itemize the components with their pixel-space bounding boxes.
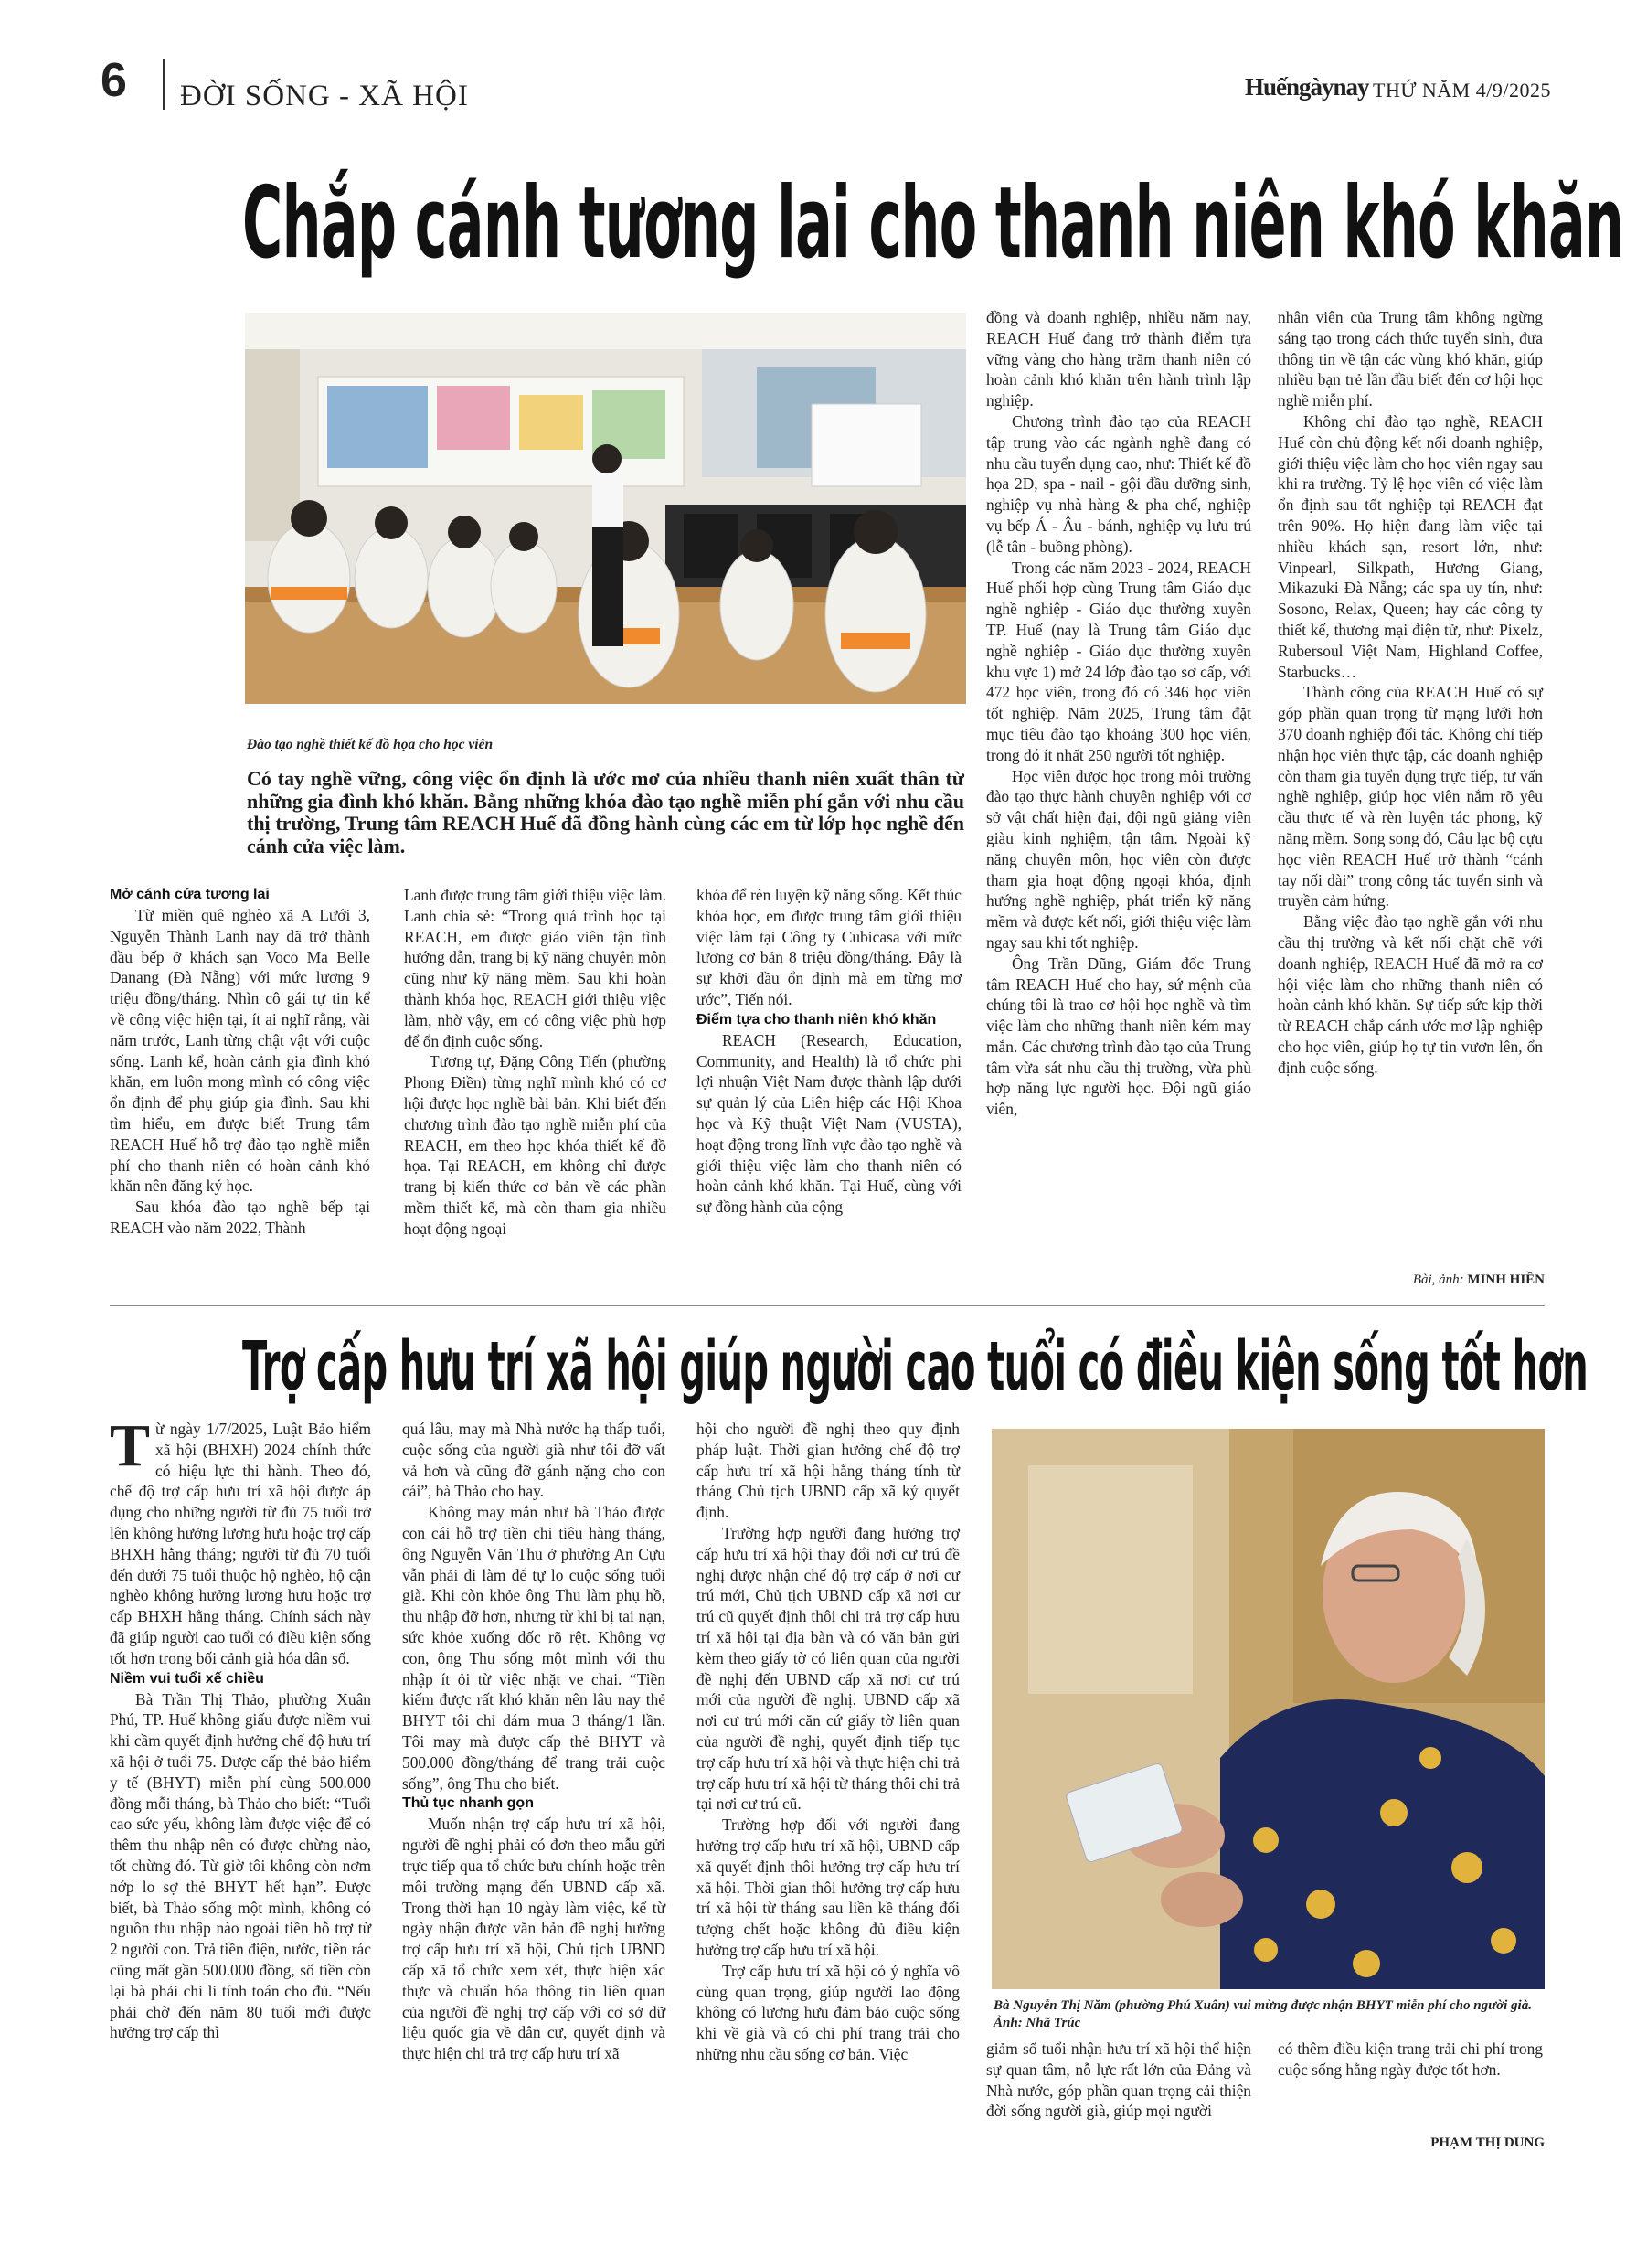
header-divider bbox=[163, 59, 165, 110]
article2-col3-para-4: Trợ cấp hưu trí xã hội có ý nghĩa vô cùng quan trọng, giúp người lao động không có lương hưu đảm bảo cuộc sống khi về già và có chi phí trang trải cho những nhu cầu sống cơ bản. Việc bbox=[696, 1961, 960, 2063]
article2-col1-para-1: ừ ngày 1/7/2025, Luật Bảo hiểm xã hội (BHXH) 2024 chính thức có hiệu lực thi hành. Theo đó, chế độ trợ cấp hưu trí xã hội được áp dụng cho những người từ đủ 75 tuổi trở lên không hưởng lương hưu hoặc trợ cấp BHXH hằng tháng; người từ đủ 70 tuổi đến dưới 75 tuổi thuộc hộ nghèo, hộ cận nghèo không hưởng lương hưu hoặc trợ cấp BHXH hằng tháng. Chính sách này đã giúp người cao tuổi có điều kiện sống tốt hơn trong bối cảnh già hóa dân số. bbox=[110, 1420, 371, 1667]
article1-col4-para-4: Học viên được học trong môi trường đào tạo thực hành chuyên nghiệp với cơ sở vật chất hiện đại, đội ngũ giảng viên giàu kinh nghiệm, tận tâm. Ngoài kỹ năng chuyên môn, học viên còn được tham gia hoạt động ngoại khóa, định hướng nghề nghiệp, phát triển kỹ năng mềm và được kết nối, giới thiệu việc làm ngay sau khi tốt nghiệp. bbox=[986, 766, 1251, 952]
article1-col3-para-2: REACH (Research, Education, Community, and Health) là tổ chức phi lợi nhuận Việt Nam được thành lập dưới sự quản lý của Liên hiệp các Hội Khoa học và Kỹ thuật Việt Nam (VUSTA), hoạt động trong lĩnh vực đào tạo nghề và giới thiệu việc làm cho thanh niên có hoàn cảnh khó khăn. Tại Huế, cùng với sự đồng hành của cộng bbox=[696, 1030, 962, 1217]
article2-byline: PHẠM THỊ DUNG bbox=[1430, 2135, 1545, 2150]
article1-col2-para-2: Tương tự, Đặng Công Tiến (phường Phong Điền) từng nghĩ mình khó có cơ hội được học nghề bài bản. Khi biết đến chương trình đào tạo nghề miễn phí của REACH, em theo học khóa thiết kế đồ họa. Tại REACH, em không chỉ được trang bị kiến thức cơ bản về các phần mềm thiết kế, mà còn tham gia nhiều hoạt động ngoại bbox=[404, 1052, 666, 1238]
article1-col5-para-2: Không chỉ đào tạo nghề, REACH Huế còn chủ động kết nối doanh nghiệp, giới thiệu việc làm cho học viên ngay sau khi ra trường. Tỷ lệ học viên có việc làm ổn định sau tốt nghiệp tại REACH đạt trên 90%. Họ hiện đang làm việc tại nhiều khách sạn, resort lớn, như: Vinpearl, Silkpath, Hương Giang, Mikazuki Đà Nẵng; các spa uy tín, như: Sosono, Relax, Queen; hay các công ty thiết kế, thương mại điện tử, như: Pixelz, Rubersoul Việt Nam, Highland Coffee, Starbucks… bbox=[1278, 411, 1543, 681]
article1-col5-para-3: Thành công của REACH Huế có sự góp phần quan trọng từ mạng lưới hơn 370 doanh nghiệp đối tác. Không chỉ tiếp nhận học viên thực tập, các doanh nghiệp còn tham gia tuyển dụng trực tiếp, tư vấn nghề nghiệp, giúp học viên nắm rõ yêu cầu thực tế và rèn luyện tác phong, kỹ năng mềm. Song song đó, Câu lạc bộ cựu học viên REACH Huế trở thành “cánh tay nối dài” trong công tác tuyển sinh và truyền cảm hứng. bbox=[1278, 683, 1543, 910]
article1-col4-para-5: Ông Trần Dũng, Giám đốc Trung tâm REACH Huế cho hay, sứ mệnh của chúng tôi là trao cơ hội học nghề và tìm việc làm cho những thanh niên kém may mắn. Các chương trình đào tạo của Trung tâm vừa sát nhu cầu thị trường, vừa phù hợp năng lực người học. Đội ngũ giáo viên, bbox=[986, 953, 1251, 1119]
article1-col4-para-1: đồng và doanh nghiệp, nhiều năm nay, REACH Huế đang trở thành điểm tựa vững vàng cho hàng trăm thanh niên có hoàn cảnh khó khăn trên hành trình lập nghiệp. bbox=[986, 308, 1251, 410]
article1-column-5 bbox=[1278, 307, 1543, 1078]
article1-subheading-1: Mở cánh cửa tương lai bbox=[110, 887, 270, 902]
article1-subheading-2: Điểm tựa cho thanh niên khó khăn bbox=[696, 1011, 937, 1028]
article1-col4-para-2: Chương trình đào tạo của REACH tập trung vào các ngành nghề đang có nhu cầu tuyển dụng cao, như: Thiết kế đồ họa 2D, spa - nail - gội đầu dưỡng sinh, nghiệp vụ nhà hàng & pha chế, nghiệp vụ bếp Á - Âu - bánh, nghiệp vụ lưu trú (lễ tân - buồng phòng). bbox=[986, 411, 1251, 556]
article2-lead-para bbox=[110, 1412, 371, 1669]
article1-byline bbox=[1278, 1272, 1545, 1288]
article2-col3-para-2: Trường hợp người đang hưởng trợ cấp hưu trí xã hội thay đổi nơi cư trú đề nghị được nhận chế độ trợ cấp ở nơi cư trú mới, Chủ tịch UBND cấp xã nơi cư trú cũ quyết định thôi chi trả trợ cấp hưu trí xã hội tại địa bàn và có văn bản gửi kèm theo giấy tờ có liên quan của người đề nghị đến UBND cấp xã nơi cư trú mới của người đề nghị. UBND cấp xã nơi cư trú mới căn cứ giấy tờ liên quan của người đề nghị, quyết định tiếp tục trợ cấp hưu trí xã hội và thực hiện chi trả trợ cấp hưu trí xã hội từ tháng thôi chi trả tại nơi cư trú cũ. bbox=[696, 1523, 960, 1814]
issue-date: THỨ NĂM 4/9/2025 bbox=[1373, 79, 1551, 101]
article-divider bbox=[110, 1305, 1545, 1306]
article1-col5-para-4: Bằng việc đào tạo nghề gắn với nhu cầu thị trường và kết nối chặt chẽ với doanh nghiệp, REACH Huế đã mở ra cơ hội việc làm cho những thanh niên có hoàn cảnh khó khăn. Sự tiếp sức kịp thời từ REACH chắp cánh ước mơ lập nghiệp cho học viên, giúp họ tự tin vươn lên, ổn định cuộc sống. bbox=[1278, 912, 1543, 1077]
article1-column-1 bbox=[110, 885, 370, 1239]
article1-col4-para-3: Trong các năm 2023 - 2024, REACH Huế phối hợp cùng Trung tâm Giáo dục nghề nghiệp - Giáo dục thường xuyên TP. Huế (nay là Trung tâm Giáo dục nghề nghiệp - Giáo dục thường xuyên khu vực 1) mở 24 lớp đào tạo sơ cấp, với 472 học viên, trong đó có 346 học viên tốt nghiệp. Năm 2025, Trung tâm đặt mục tiêu đào tạo khoảng 300 học viên, trong đó ít nhất 250 người tốt nghiệp. bbox=[986, 558, 1251, 764]
article2-col2-para-1: quá lâu, may mà Nhà nước hạ thấp tuổi, cuộc sống của người già như tôi đỡ vất vả hơn và cũng đỡ gánh nặng cho con cái”, bà Thảo cho hay. bbox=[402, 1420, 665, 1501]
article2-col2-para-2: Không may mắn như bà Thảo được con cái hỗ trợ tiền chi tiêu hàng tháng, ông Nguyễn Văn Thu ở phường An Cựu vẫn phải đi làm để tự lo cuộc sống tuổi già. Khi còn khỏe ông Thu làm phụ hồ, thu nhập đỡ hơn, nhưng từ khi bị tai nạn, sức khỏe xuống dốc rõ rệt. Không vợ con, ông Thu sống một mình với thu nhập ít ỏi từ việc nhặt ve chai. “Tiền kiếm được rất khó khăn nên lâu nay thẻ BHYT tôi chỉ dám mua 3 tháng/1 lần. Tôi may mà được cấp thẻ BHYT và 500.000 đồng/tháng để trang trải cuộc sống”, ông Thu cho biết. bbox=[402, 1503, 665, 1793]
article1-photo bbox=[245, 313, 966, 704]
article1-col2-para-1: Lanh được trung tâm giới thiệu việc làm. Lanh chia sẻ: “Trong quá trình học tại REACH, em được giáo viên tận tình hướng dẫn, trang bị kỹ năng chuyên môn cũng như kỹ năng mềm. Sau khi hoàn thành khóa học, REACH giới thiệu việc làm, nhờ vậy, em có công việc phù hợp để ổn định cuộc sống. bbox=[404, 886, 666, 1050]
article2-headline: Trợ cấp hưu trí xã hội giúp người cao tuổi có điều kiện sống tốt hơn bbox=[242, 1327, 1589, 1406]
article1-col5-para-1: nhân viên của Trung tâm không ngừng sáng tạo trong cách thức tuyển sinh, đưa thông tin về tận các vùng khó khăn, giúp nhiều bạn trẻ lần đầu biết đến cơ hội học nghề miễn phí. bbox=[1278, 308, 1543, 410]
article1-photo-caption: Đào tạo nghề thiết kế đồ họa cho học viên bbox=[247, 737, 494, 752]
section-title: ĐỜI SỐNG - XÃ HỘI bbox=[180, 80, 469, 112]
article1-column-4 bbox=[986, 307, 1251, 1120]
article2-col5-para-1: có thêm điều kiện trang trải chi phí trong cuộc sống hằng ngày được tốt hơn. bbox=[1278, 2039, 1543, 2079]
page-number: 6 bbox=[101, 54, 127, 107]
article1-column-3 bbox=[696, 885, 962, 1218]
article2-column-1 bbox=[110, 1412, 371, 2043]
classroom-photo-illustration bbox=[245, 313, 966, 704]
article2-col3-para-1: hội cho người đề nghị theo quy định pháp luật. Thời gian hưởng chế độ trợ cấp hưu trí xã hội hằng tháng tính từ tháng Chủ tịch UBND cấp xã ký quyết định. bbox=[696, 1420, 960, 1522]
article2-col1-para-2: Bà Trần Thị Thảo, phường Xuân Phú, TP. Huế không giấu được niềm vui khi cầm quyết định hưởng chế độ hưu trí xã hội ở tuổi 75. Được cấp thẻ bảo hiểm y tế (BHYT) miễn phí cùng 500.000 đồng mỗi tháng, bà Thảo cho biết: “Tuổi cao sức yếu, không làm được việc để có thêm thu nhập nên có được chừng nào, tốt chừng đó. Từ giờ tôi không còn nơm nớp lo sợ thẻ BHYT hết hạn”. Được biết, bà Thảo sống một mình, không có nguồn thu nhập nào ngoài tiền hỗ trợ từ 2 người con. Trả tiền điện, nước, tiền rác cũng mất gần 500.000 đồng, số tiền còn lại bà phải chi li tính toán cho đủ. “Nếu phải chờ đến năm 80 tuổi mới được hưởng trợ cấp thì bbox=[110, 1689, 371, 2042]
paper-name-logo: Huếngàynay bbox=[1245, 73, 1369, 101]
article2-column-3 bbox=[696, 1419, 960, 2065]
article2-subheading-1: Niềm vui tuổi xế chiều bbox=[110, 1670, 264, 1687]
article2-column-4 bbox=[986, 2039, 1251, 2122]
article2-photo bbox=[992, 1429, 1545, 1989]
article2-col3-para-3: Trường hợp đối với người đang hưởng trợ cấp hưu trí xã hội, UBND cấp xã quyết định thôi hưởng trợ cấp hưu trí xã hội. Thời gian thôi hưởng trợ cấp hưu trí xã hội từ tháng sau liền kề tháng đối tượng chết hoặc không đủ điều kiện hưởng trợ cấp hưu trí xã hội. bbox=[696, 1815, 960, 1959]
article2-dropcap: T bbox=[110, 1412, 151, 1479]
article1-lead: Có tay nghề vững, công việc ổn định là ước mơ của nhiều thanh niên xuất thân từ những gia đình khó khăn. Bằng những khóa đào tạo nghề miễn phí gắn với nhu cầu thị trường, Trung tâm REACH Huế đã đồng hành cùng các em từ lớp học nghề đến cánh cửa việc làm. bbox=[247, 767, 964, 857]
article1-col1-para-2: Sau khóa đào tạo nghề bếp tại REACH vào năm 2022, Thành bbox=[110, 1198, 370, 1237]
article1-col3-para-1: khóa để rèn luyện kỹ năng sống. Kết thúc khóa học, em được trung tâm giới thiệu việc làm tại Công ty Cubicasa với mức lương cơ bản 8 triệu đồng/tháng. Đây là sự khởi đầu ổn định mà em từng mơ ước”, Tiến nói. bbox=[696, 886, 962, 1008]
article2-col4-para-1: giảm số tuổi nhận hưu trí xã hội thể hiện sự quan tâm, nỗ lực rất lớn của Đảng và Nhà nước, góp phần quan trọng cải thiện đời sống người già, giúp mọi người bbox=[986, 2039, 1251, 2121]
article1-byline-name: MINH HIỀN bbox=[1467, 1272, 1545, 1287]
article2-column-5 bbox=[1278, 2039, 1543, 2081]
page-header bbox=[0, 0, 1647, 128]
elderly-woman-photo-illustration bbox=[992, 1429, 1545, 1989]
article2-col2-para-3: Muốn nhận trợ cấp hưu trí xã hội, người đề nghị phải có đơn theo mẫu gửi trực tiếp qua tổ chức bưu chính hoặc trên môi trường mạng đến UBND cấp xã. Trong thời hạn 10 ngày làm việc, kể từ ngày nhận được văn bản đề nghị hưởng trợ cấp hưu trí xã hội, Chủ tịch UBND cấp xã tổ chức xem xét, thực hiện xác thực và chuẩn hóa thông tin liên quan của người đề nghị trợ cấp với cơ sở dữ liệu quốc gia về dân cư, quyết định và thực hiện chi trả trợ cấp hưu trí xã bbox=[402, 1815, 665, 2063]
article2-photo-caption: Bà Nguyễn Thị Năm (phường Phú Xuân) vui mừng được nhận BHYT miễn phí cho người già. Ảnh: Nhã Trúc bbox=[994, 1998, 1532, 2030]
article1-col1-para-1: Từ miền quê nghèo xã A Lưới 3, Nguyễn Thành Lanh nay đã trở thành đầu bếp ở khách sạn Voco Ma Belle Danang (Đà Nẵng) với mức lương 9 triệu đồng/tháng. Nhìn cô gái tự tin kể về công việc hiện tại, ít ai nghĩ rằng, vài năm trước, Lanh từng chật vật với cuộc sống. Lanh kể, hoàn cảnh gia đình khó khăn, em luôn mong mình có công việc ổn định để phụ giúp gia đình. Sau khi tìm hiểu, em được biết Trung tâm REACH Huế hỗ trợ đào tạo nghề miễn phí cho thanh niên có hoàn cảnh khó khăn nên đăng ký học. bbox=[110, 906, 370, 1196]
article2-subheading-2: Thủ tục nhanh gọn bbox=[402, 1795, 534, 1812]
article1-headline: Chắp cánh tương lai cho thanh niên khó khăn bbox=[242, 166, 1624, 281]
article2-column-2 bbox=[402, 1419, 665, 2064]
article1-byline-prefix: Bài, ảnh: bbox=[1412, 1272, 1464, 1287]
article1-column-2 bbox=[404, 885, 666, 1240]
